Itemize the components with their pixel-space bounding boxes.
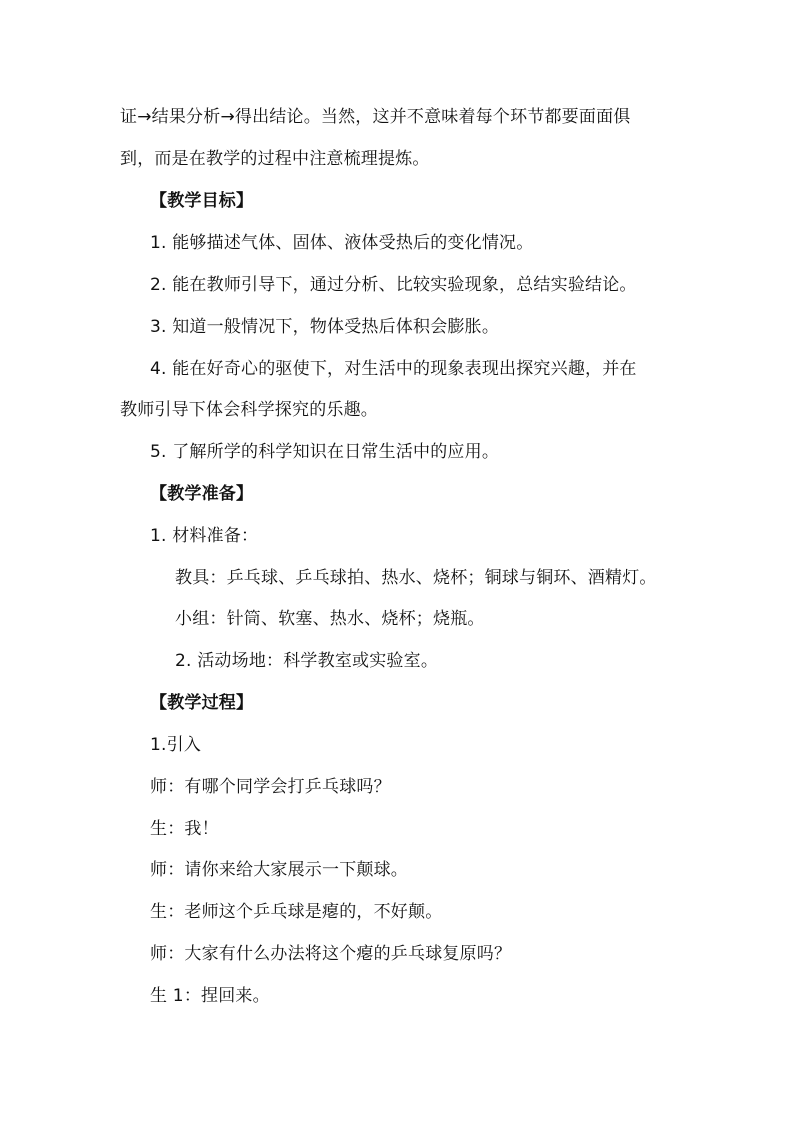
subsection-heading: 1.引入 [150, 735, 202, 755]
dialogue-line: 生：我！ [150, 819, 219, 839]
list-item: 4. 能在好奇心的驱使下，对生活中的现象表现出探究兴趣，并在 [150, 359, 637, 379]
list-item: 3. 知道一般情况下，物体受热后体积会膨胀。 [150, 317, 500, 337]
section-heading-objectives: 【教学目标】 [150, 191, 254, 211]
dialogue-line: 师：请你来给大家展示一下颠球。 [150, 860, 408, 880]
list-item: 2. 活动场地：科学教室或实验室。 [175, 651, 439, 671]
materials-line: 教具：乒乓球、乒乓球拍、热水、烧杯；铜球与铜环、酒精灯。 [175, 568, 657, 588]
dialogue-line: 师：大家有什么办法将这个瘪的乒乓球复原吗？ [150, 944, 512, 964]
list-item: 1. 材料准备： [150, 526, 259, 546]
materials-line: 小组：针筒、软塞、热水、烧杯；烧瓶。 [175, 609, 485, 629]
section-heading-process: 【教学过程】 [150, 693, 254, 713]
dialogue-line: 生：老师这个乒乓球是瘪的，不好颠。 [150, 902, 443, 922]
list-item-continuation: 教师引导下体会科学探究的乐趣。 [120, 400, 378, 420]
list-item: 2. 能在教师引导下，通过分析、比较实验现象，总结实验结论。 [150, 275, 637, 295]
dialogue-line: 生 1：捏回来。 [150, 986, 270, 1006]
list-item: 5. 了解所学的科学知识在日常生活中的应用。 [150, 442, 500, 462]
paragraph-line: 到，而是在教学的过程中注意梳理提炼。 [120, 149, 430, 169]
list-item: 1. 能够描述气体、固体、液体受热后的变化情况。 [150, 233, 534, 253]
paragraph-line: 证→结果分析→得出结论。当然，这并不意味着每个环节都要面面俱 [120, 107, 631, 127]
dialogue-line: 师：有哪个同学会打乒乓球吗？ [150, 777, 391, 797]
section-heading-preparation: 【教学准备】 [150, 484, 254, 504]
